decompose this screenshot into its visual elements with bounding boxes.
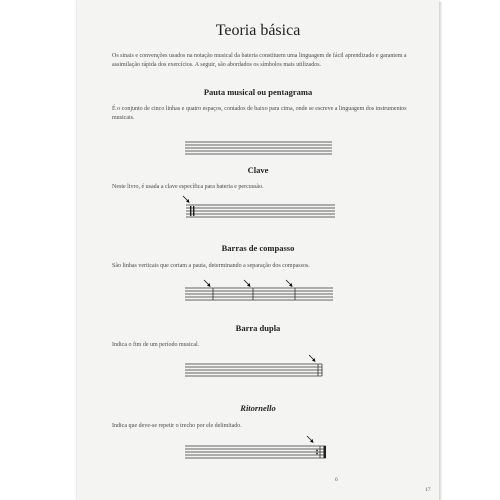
barra-dupla-paragraph: Indica o fim de um período musical. xyxy=(112,342,200,348)
staff-plain xyxy=(185,141,332,155)
staff-double-bar xyxy=(185,355,325,379)
heading-barras-compasso: Barras de compasso xyxy=(221,243,295,253)
ritornello-paragraph: Indica que deve-se repetir o trecho por ele delimitado. xyxy=(112,423,242,429)
page-title: Teoria básica xyxy=(215,22,301,39)
heading-barra-dupla: Barra dupla xyxy=(235,323,281,333)
heading-clave: Clave xyxy=(247,165,269,175)
staff-with-clef xyxy=(183,196,335,220)
intro-paragraph: Os sinais e convenções usados na notação musical da bateria constituem uma linguagem de fácil aprendizado e garantem a assimilação rápida dos exercícios. A seguir, são abordados os símbolos mais utilizados. xyxy=(112,53,407,68)
pointer-arrow-icon xyxy=(183,196,190,203)
staff-repeat xyxy=(185,436,327,462)
heading-pauta: Pauta musical ou pentagrama xyxy=(203,87,313,97)
clave-paragraph: Neste livro, é usada a clave específica para bateria e percussão. xyxy=(112,184,264,190)
pauta-paragraph: É o conjunto de cinco linhas e quatro espaços, contados de baixo para cima, onde se escreve a linguagem dos instrumentos musicais. xyxy=(112,106,407,121)
page-number-right: 17 xyxy=(425,487,431,493)
book-page xyxy=(77,0,439,500)
staff-bar-lines xyxy=(185,279,333,303)
heading-ritornello: Ritornello xyxy=(240,403,276,413)
page-number-left: 6 xyxy=(335,477,338,483)
barras-paragraph: São linhas verticais que cortam a pauta, determinando a separação dos compassos. xyxy=(112,263,310,269)
